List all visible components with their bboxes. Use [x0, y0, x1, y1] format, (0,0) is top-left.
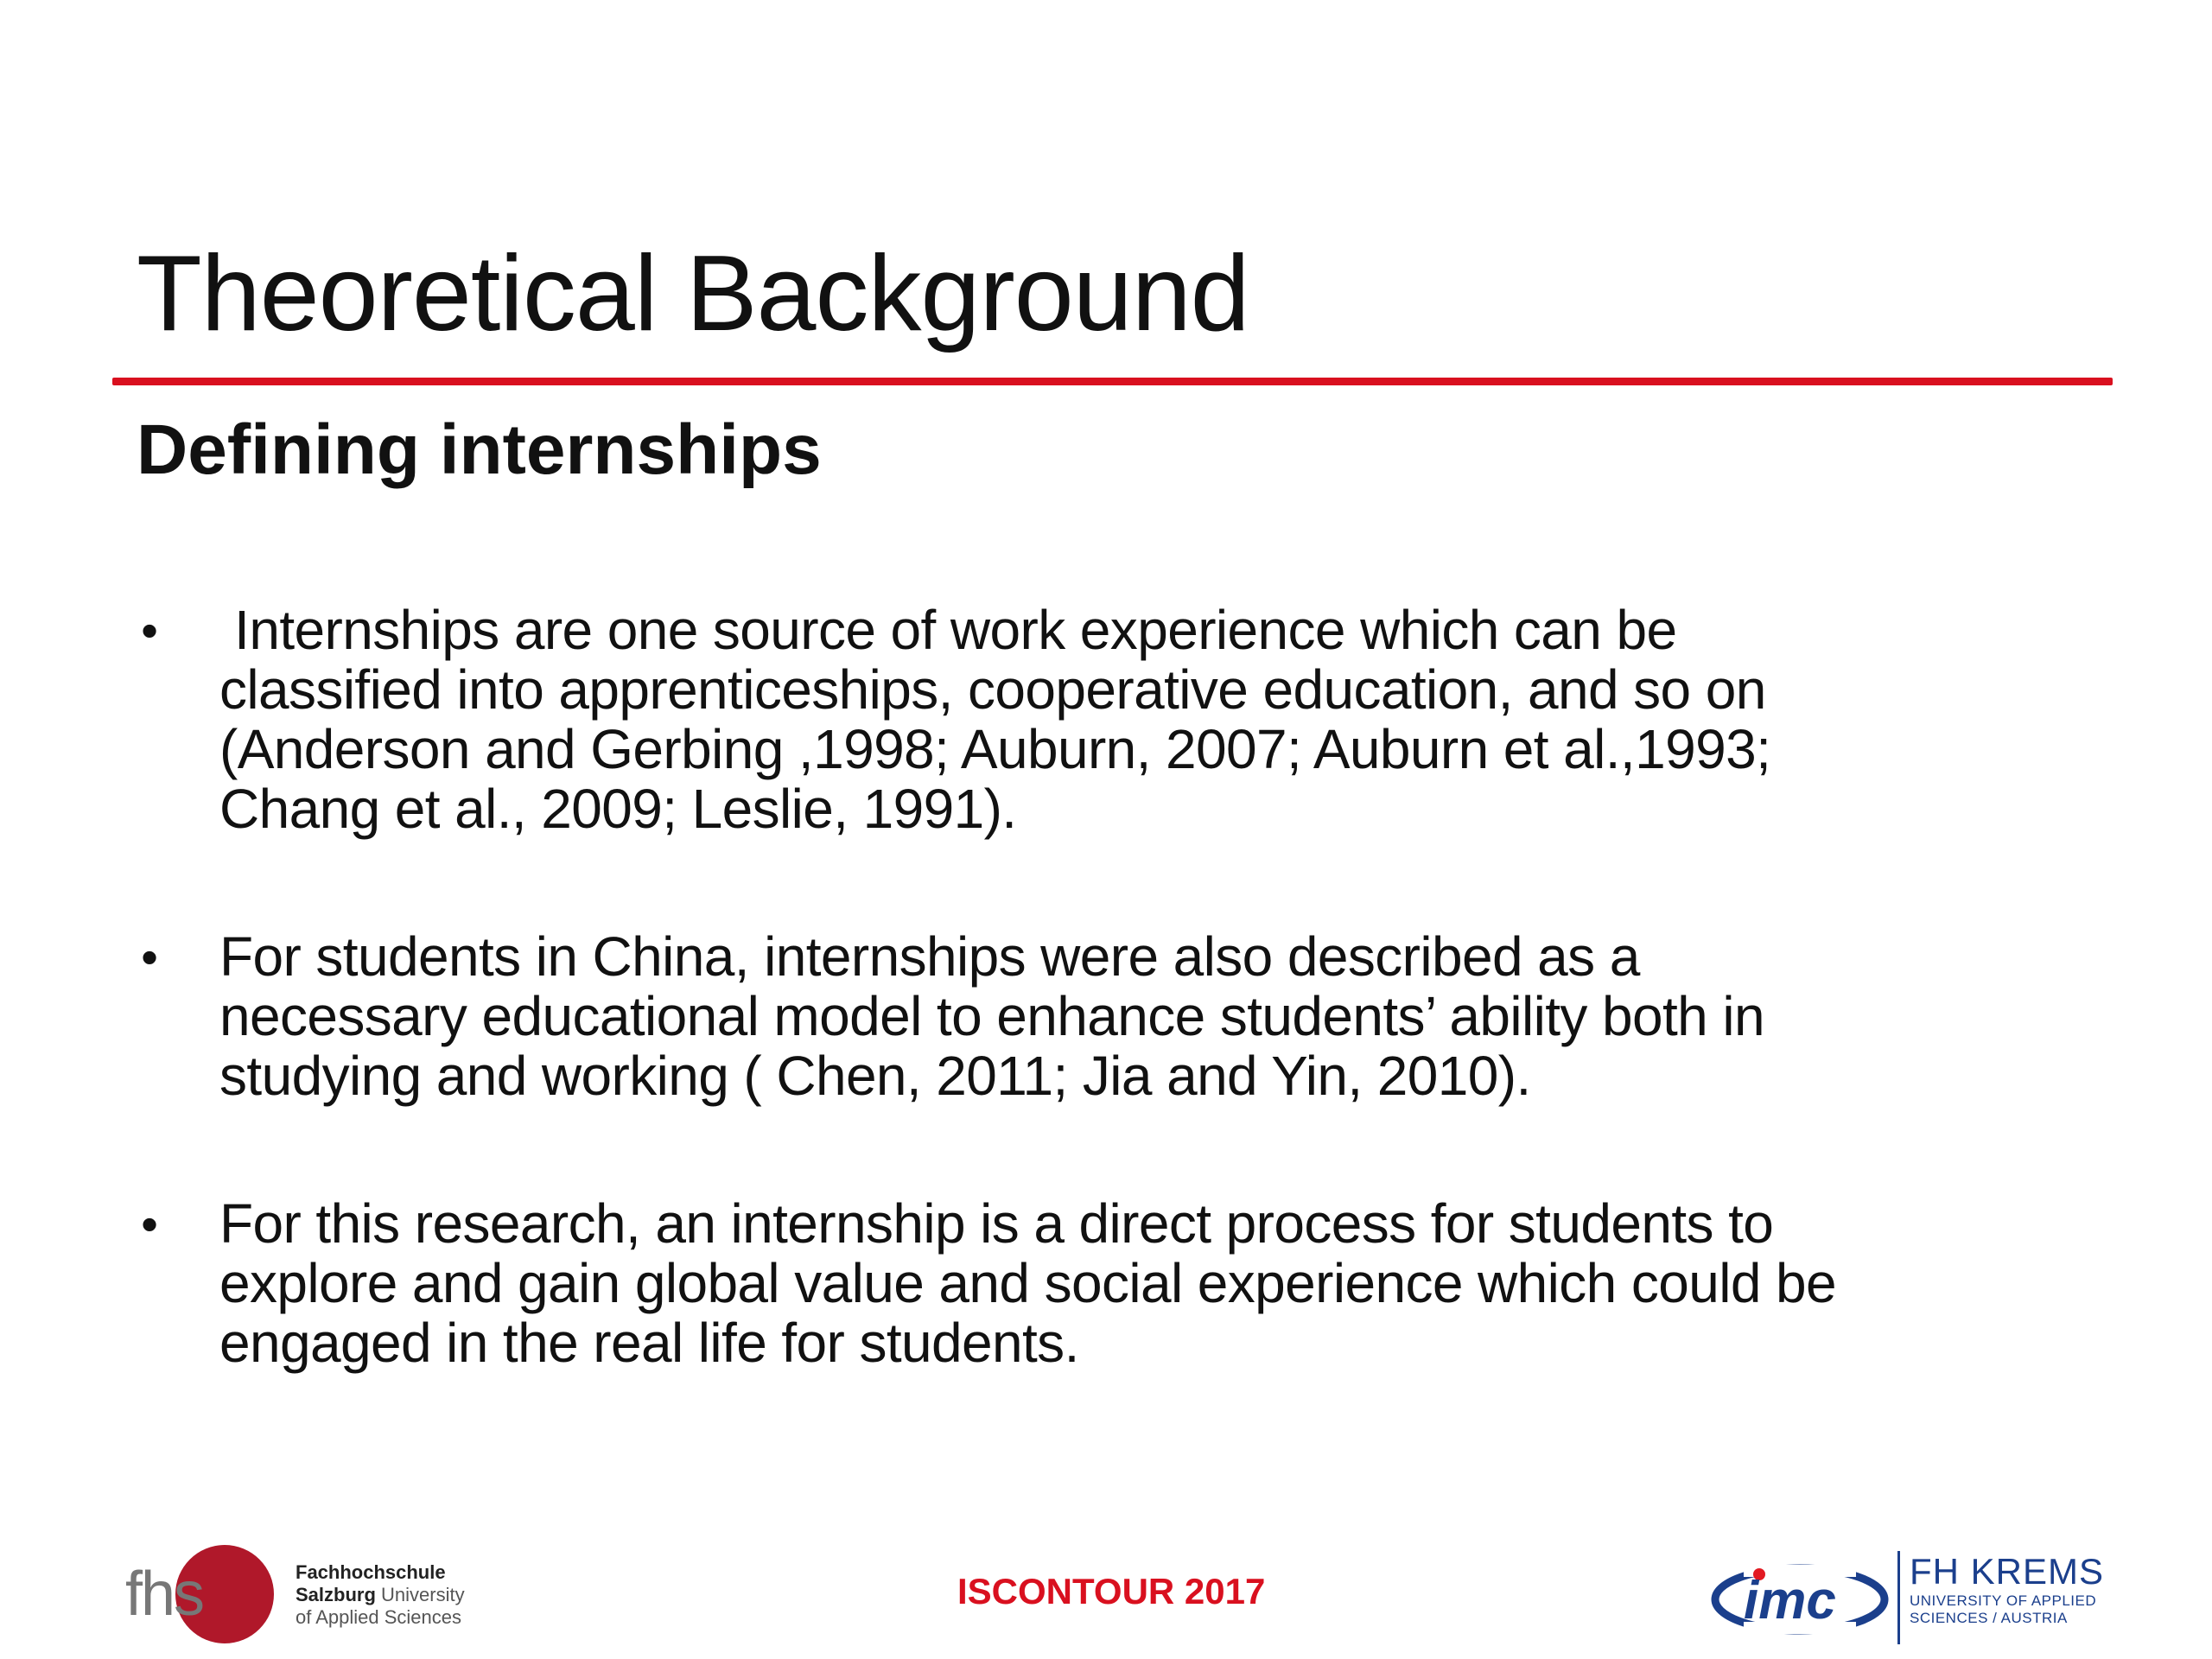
imc-line2: SCIENCES / AUSTRIA [1910, 1610, 2068, 1626]
imc-divider [1897, 1551, 1900, 1644]
imc-line1: UNIVERSITY OF APPLIED [1910, 1592, 2097, 1609]
imc-logo-icon [1709, 1560, 1891, 1637]
bullet-list [137, 601, 2089, 1373]
bullet-item [137, 1194, 2089, 1373]
fhs-line3: of Applied Sciences [296, 1606, 462, 1628]
fhs-line2-bold: Salzburg [296, 1584, 376, 1605]
bullet-line: Internships are one source of work experience which can be [219, 599, 1677, 661]
bullet-line: explore and gain global value and social experience which could be [219, 1252, 1837, 1314]
fhs-line2-rest: University [375, 1584, 465, 1605]
bullet-line: studying and working ( Chen, 2011; Jia and Yin, 2010). [219, 1045, 1531, 1107]
bullet-item [137, 927, 2089, 1106]
bullet-line: Chang et al., 2009; Leslie, 1991). [219, 778, 1017, 840]
fhs-logo-text [296, 1561, 465, 1629]
imc-name: FH KREMS [1910, 1551, 2105, 1592]
imc-fh-krems-logo [1709, 1551, 2105, 1646]
fhs-mark-text: fhs [125, 1560, 204, 1629]
bullet-marker: • [141, 603, 158, 658]
fhs-line1: Fachhochschule [296, 1561, 446, 1583]
conference-label: ISCONTOUR 2017 [957, 1571, 1266, 1611]
bullet-marker: • [141, 930, 158, 984]
bullet-item [137, 601, 2089, 839]
bullet-line: (Anderson and Gerbing ,1998; Auburn, 2007; Auburn et al.,1993; [219, 718, 1771, 780]
bullet-line: For this research, an internship is a direct process for students to [219, 1192, 1774, 1255]
imc-mark-text: imc [1744, 1571, 1836, 1630]
bullet-marker: • [141, 1197, 158, 1251]
bullet-line: classified into apprenticeships, cooperative education, and so on [219, 658, 1766, 721]
bullet-line: engaged in the real life for students. [219, 1312, 1079, 1374]
title-divider [112, 378, 2113, 385]
bullet-line: necessary educational model to enhance students’ ability both in [219, 985, 1764, 1047]
fhs-salzburg-logo [125, 1542, 505, 1646]
slide-title: Theoretical Background [137, 234, 1249, 353]
fhs-logo-icon [125, 1542, 298, 1646]
imc-logo-text [1910, 1551, 2104, 1627]
slide-subtitle: Defining internships [137, 410, 822, 489]
bullet-line: For students in China, internships were also described as a [219, 925, 1640, 988]
